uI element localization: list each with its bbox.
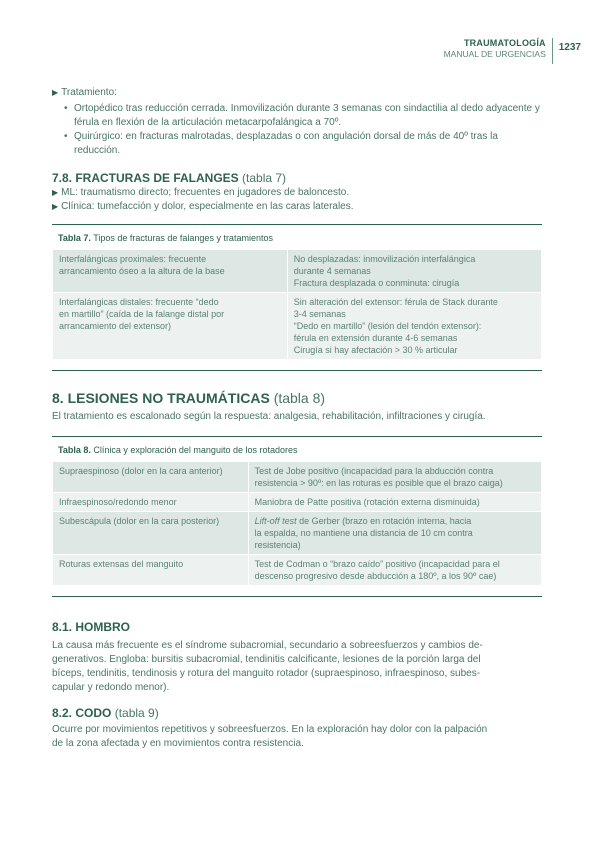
table-row [53,293,542,360]
cell-line: descenso progresivo desde abducción a 180º, a los 90º cae) [254,571,497,581]
treatment-label-line [52,86,542,100]
table-row [53,493,542,512]
table-cell [248,512,541,555]
section-title: 8.1. HOMBRO [52,620,131,634]
table-caption-text: Clínica y exploración del manguito de los rotadores [93,445,298,455]
text-line: generativos. Engloba: bursitis subacromial, tendinitis calcificante, lesiones de la porción larga del [52,654,481,665]
table-cell [53,293,288,360]
table-7 [52,224,542,371]
table-caption-label: Tabla 8. [58,445,91,455]
table-caption [58,233,542,243]
table-row [53,462,542,493]
text-line: bíceps, tendinitis, tendinosis y rotura del manguito rotador (supraespinoso, infraespinoso, subes- [52,668,481,679]
cell-line: arrancamiento del extensor) [59,321,172,331]
cell-line: resistencia) [254,540,301,550]
treatment-list [52,102,542,158]
cell-line: Cirugía si hay afectación > 30 % articular [293,345,458,355]
cell-line: férula en extensión durante 4-6 semanas [293,333,458,343]
section-8-2-text [52,723,542,751]
table-row [53,250,542,293]
section-8-text: El tratamiento es escalonado según la respuesta: analgesia, rehabilitación, infiltraciones y cirugía. [52,411,486,422]
table-7-grid [52,249,542,360]
cell-line: Interfalángicas proximales: frecuente [59,254,207,264]
treatment-label: Tratamiento: [61,87,117,98]
table-caption-text: Tipos de fracturas de falanges y tratamientos [93,233,273,243]
italic-term: Lift-off test [254,516,297,526]
cell-line: resistencia > 90º: en las roturas es posible que el brazo caiga) [254,478,503,488]
section-title: 8. LESIONES NO TRAUMÁTICAS [52,390,270,406]
running-header [444,38,581,64]
header-divider [552,38,553,64]
section-heading-7-8 [52,170,542,186]
table-cell: Supraespinoso (dolor en la cara anterior) [53,462,249,493]
bullet-line [52,186,542,200]
cell-line [255,515,535,527]
table-caption-label: Tabla 7. [58,233,91,243]
cell-line: Test de Jobe positivo (incapacidad para la abducción contra [254,466,494,476]
table-caption [58,445,542,455]
page-number: 1237 [558,42,581,53]
table-8 [52,436,542,597]
table-cell [248,493,541,512]
section-heading-8-2 [52,705,542,721]
cell-text: de Gerber (brazo en rotación interna, hacia [296,516,472,526]
cell-line: en martillo” (caída de la falange distal por [59,309,225,319]
table-cell [248,462,541,493]
section-8-1-text [52,639,542,695]
table-cell: Roturas extensas del manguito [53,555,249,586]
text-line: capular y redondo menor). [52,682,170,693]
section-heading-8 [52,389,542,407]
table-cell [53,250,288,293]
table-cell [248,555,541,586]
table-cell: Infraespinoso/redondo menor [53,493,249,512]
table-cell: Subescápula (dolor en la cara posterior) [53,512,249,555]
text-line: La causa más frecuente es el síndrome subacromial, secundario a sobreesfuerzos y cambios de- [52,640,483,651]
text-line: de la zona afectada y en movimientos contra resistencia. [52,738,304,749]
section-table-ref: (tabla 9) [114,706,159,720]
table-cell [287,250,541,293]
section-title: 8.2. CODO [52,706,112,720]
cell-line: No desplazadas: inmovilización interfalángica [293,254,476,264]
table-cell [287,293,541,360]
triangle-bullet-icon: ▶ [52,202,59,211]
section-heading-8-1 [52,619,542,635]
bullet-text: ML: traumatismo directo; frecuentes en jugadores de baloncesto. [61,187,350,198]
header-title: TRAUMATOLOGÍA [463,38,546,48]
section-table-ref: (tabla 7) [242,171,287,185]
cell-line: “Dedo en martillo” (lesión del tendón extensor): [293,321,482,331]
cell-line: Fractura desplazada o conminuta: cirugía [293,278,460,288]
text-line: Ocurre por movimientos repetitivos y sobreesfuerzos. En la exploración hay dolor con la palpación [52,724,488,735]
cell-line: la espalda, no mantiene una distancia de 10 cm contra [254,528,473,538]
cell-line: Test de Codman o “brazo caído” positivo (incapacidad para el [254,559,500,569]
bullet-line [52,200,542,214]
cell-line: Maniobra de Patte positiva (rotación externa disminuida) [254,497,480,507]
section-title: 7.8. FRACTURAS DE FALANGES [52,171,239,185]
section-table-ref: (tabla 8) [273,390,326,406]
treatment-item: • Ortopédico tras reducción cerrada. Inmovilización durante 3 semanas con sindactilia al dedo adyacente y férula en flexión de la articulación metacarpofalángica a 70º. [74,102,542,130]
cell-line: arrancamiento óseo a la altura de la base [59,266,225,276]
page-content [52,86,542,751]
cell-line: durante 4 semanas [293,266,371,276]
triangle-bullet-icon: ▶ [52,88,59,97]
cell-line: Sin alteración del extensor: férula de Stack durante [293,297,498,307]
header-text [444,38,546,60]
header-subtitle: MANUAL DE URGENCIAS [443,49,546,59]
bullet-text: Clínica: tumefacción y dolor, especialmente en las caras laterales. [61,201,354,212]
treatment-item: • Quirúrgico: en fracturas malrotadas, desplazadas o con angulación dorsal de más de 40º tras la reducción. [74,130,542,158]
table-row [53,555,542,586]
table-row [53,512,542,555]
cell-line: 3-4 semanas [293,309,346,319]
cell-line: Interfalángicas distales: frecuente “dedo [59,297,219,307]
table-8-grid [52,461,542,586]
triangle-bullet-icon: ▶ [52,188,59,197]
